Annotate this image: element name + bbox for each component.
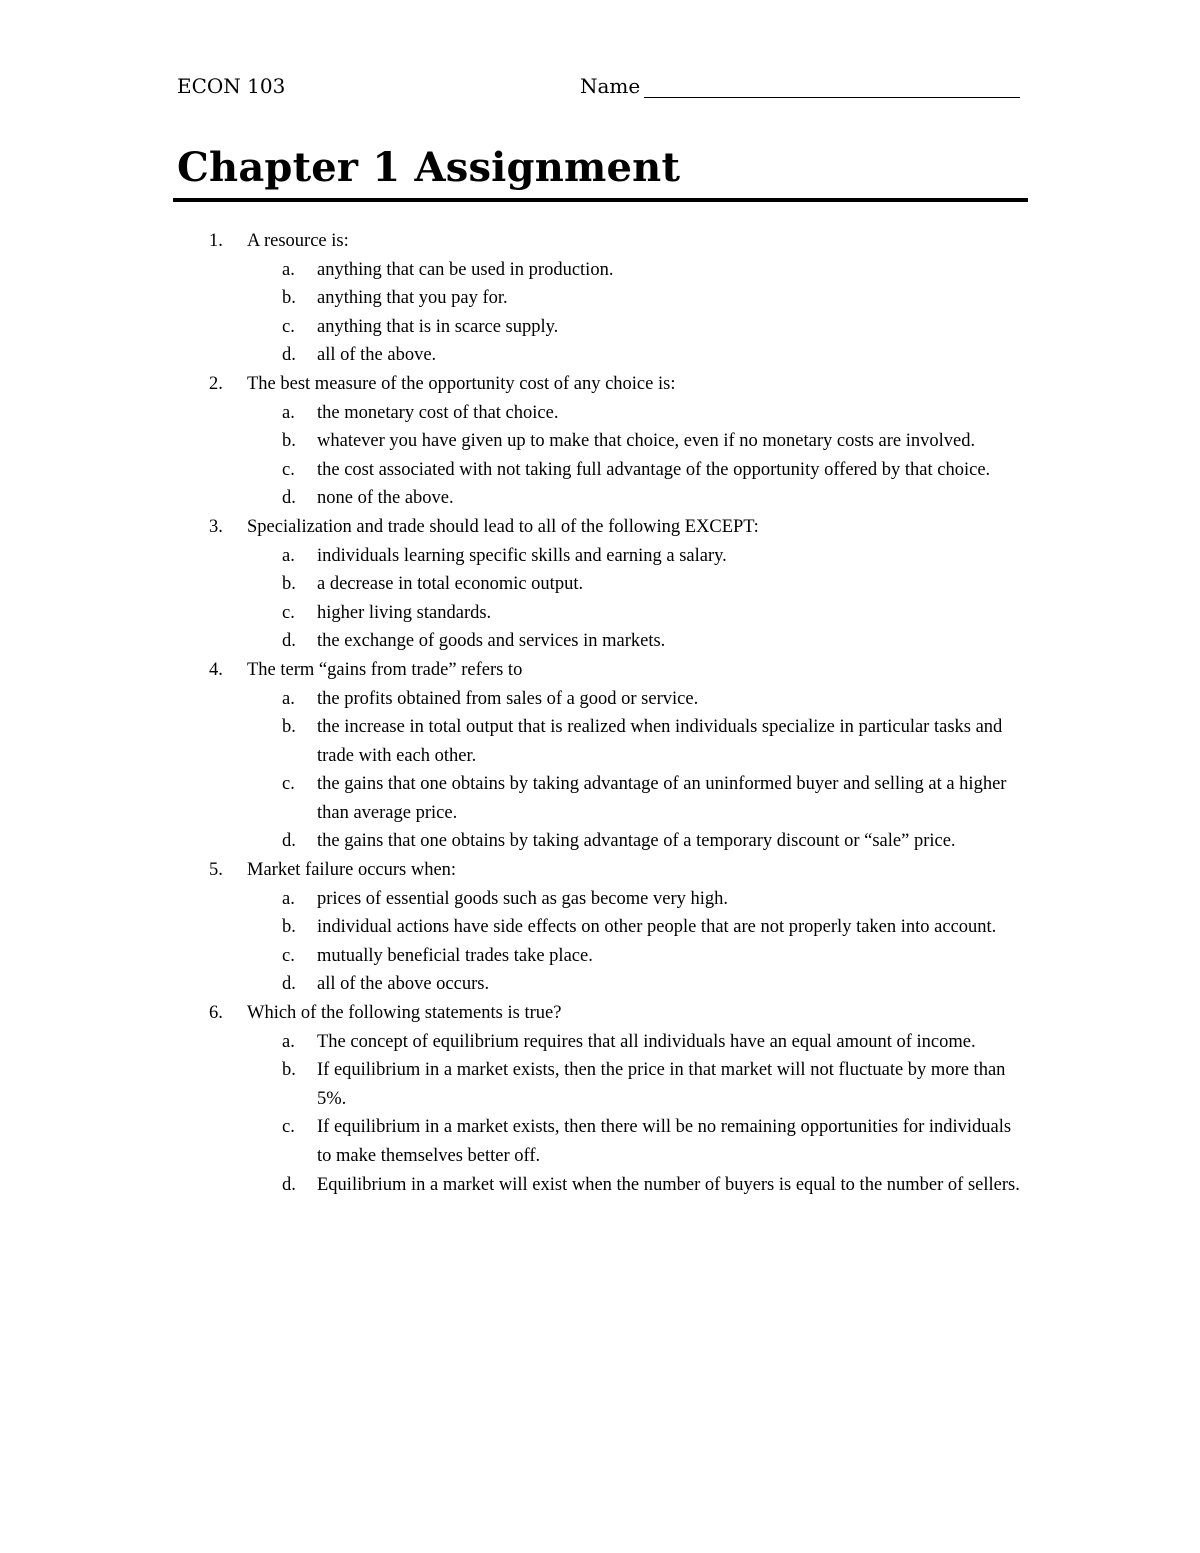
- option: [177, 1056, 1022, 1113]
- course-code: ECON 103: [177, 74, 286, 98]
- option: [177, 913, 1022, 942]
- option: [177, 542, 1022, 571]
- question-number: 2.: [209, 373, 223, 394]
- option-text: the exchange of goods and services in markets.: [317, 631, 666, 652]
- option: [177, 399, 1022, 428]
- name-field: [580, 74, 1020, 98]
- option-text: all of the above occurs.: [317, 974, 490, 995]
- option: [177, 284, 1022, 313]
- option: [177, 341, 1022, 370]
- option-text: all of the above.: [317, 345, 437, 366]
- option-text: If equilibrium in a market exists, then the price in that market will not fluctuate by more than 5%.: [317, 1060, 1006, 1109]
- question-text: A resource is:: [247, 231, 349, 251]
- option-letter: c.: [282, 459, 295, 480]
- option-text: none of the above.: [317, 488, 454, 509]
- option-text: individual actions have side effects on other people that are not properly taken into account.: [317, 917, 997, 938]
- option-text: the increase in total output that is realized when individuals specialize in particular tasks and trade with each other.: [317, 717, 1003, 766]
- option-text: whatever you have given up to make that choice, even if no monetary costs are involved.: [317, 431, 976, 452]
- question-number: 3.: [209, 516, 223, 537]
- option-text: higher living standards.: [317, 602, 492, 623]
- option-text: individuals learning specific skills and earning a salary.: [317, 545, 727, 566]
- option-letter: a.: [282, 545, 295, 566]
- option-text: the gains that one obtains by taking advantage of an uninformed buyer and selling at a higher than average price.: [317, 774, 1007, 823]
- name-label: Name: [580, 74, 641, 98]
- option: [177, 456, 1022, 485]
- option: [177, 1171, 1022, 1200]
- option-letter: c.: [282, 316, 295, 337]
- option-text: anything that you pay for.: [317, 288, 508, 309]
- option: [177, 1113, 1022, 1170]
- option-letter: d.: [282, 488, 296, 509]
- option-text: the gains that one obtains by taking advantage of a temporary discount or “sale” price.: [317, 831, 956, 852]
- option-letter: d.: [282, 831, 296, 852]
- option-text: anything that can be used in production.: [317, 259, 614, 280]
- option: [177, 256, 1022, 285]
- question: [177, 856, 1077, 999]
- option-letter: a.: [282, 259, 295, 280]
- question-number: 5.: [209, 860, 223, 881]
- option-text: If equilibrium in a market exists, then there will be no remaining opportunities for individuals to make themselves better off.: [317, 1117, 1012, 1166]
- option: [177, 570, 1022, 599]
- option: [177, 1028, 1022, 1057]
- option-text: the profits obtained from sales of a good or service.: [317, 688, 699, 709]
- option-list: [247, 542, 1077, 656]
- option-text: a decrease in total economic output.: [317, 574, 584, 595]
- option-letter: b.: [282, 1060, 296, 1081]
- option: [177, 484, 1022, 513]
- option: [177, 627, 1022, 656]
- question: [177, 513, 1077, 656]
- option-letter: d.: [282, 1174, 296, 1195]
- title-underline: [173, 198, 1028, 202]
- option-text: prices of essential goods such as gas become very high.: [317, 888, 729, 909]
- option-letter: b.: [282, 717, 296, 738]
- option-list: [247, 685, 1077, 857]
- option-text: anything that is in scarce supply.: [317, 316, 559, 337]
- option: [177, 970, 1022, 999]
- page-header: [177, 70, 1027, 104]
- option-letter: d.: [282, 345, 296, 366]
- name-blank-line: [644, 77, 1020, 98]
- option-text: The concept of equilibrium requires that all individuals have an equal amount of income.: [317, 1031, 976, 1052]
- option: [177, 827, 1077, 856]
- option: [177, 599, 1022, 628]
- question: [177, 370, 1077, 513]
- question: [177, 999, 1077, 1199]
- question-text: The term “gains from trade” refers to: [247, 659, 523, 680]
- question-text: Specialization and trade should lead to all of the following EXCEPT:: [247, 516, 759, 537]
- option-list: [247, 256, 1077, 370]
- option-list: [247, 885, 1077, 999]
- option: [177, 427, 1022, 456]
- option-letter: c.: [282, 774, 295, 795]
- option-letter: a.: [282, 888, 295, 909]
- option-list: [247, 399, 1077, 513]
- option-text: the cost associated with not taking full advantage of the opportunity offered by that choice.: [317, 459, 991, 480]
- option-letter: b.: [282, 431, 296, 452]
- option-letter: b.: [282, 574, 296, 595]
- option-list: [247, 1028, 1077, 1200]
- question-list: [177, 227, 1077, 1199]
- question-text: The best measure of the opportunity cost of any choice is:: [247, 373, 676, 394]
- option-text: the monetary cost of that choice.: [317, 402, 559, 423]
- option-letter: b.: [282, 288, 296, 309]
- option: [177, 885, 1022, 914]
- option-letter: c.: [282, 602, 295, 623]
- option-letter: c.: [282, 1117, 295, 1138]
- option: [177, 313, 1022, 342]
- option: [177, 770, 1022, 827]
- option-letter: a.: [282, 1031, 295, 1052]
- option: [177, 713, 1022, 770]
- question-number: 6.: [209, 1003, 223, 1024]
- option-letter: b.: [282, 917, 296, 938]
- option-letter: d.: [282, 631, 296, 652]
- question-text: Which of the following statements is true?: [247, 1003, 562, 1024]
- question: [177, 227, 1077, 370]
- question-number: 4.: [209, 659, 223, 680]
- option-letter: a.: [282, 688, 295, 709]
- question-number: 1.: [209, 231, 223, 251]
- option-letter: c.: [282, 945, 295, 966]
- option-text: Equilibrium in a market will exist when the number of buyers is equal to the number of sellers.: [317, 1174, 1020, 1195]
- question: [177, 656, 1077, 856]
- option-text: mutually beneficial trades take place.: [317, 945, 593, 966]
- question-text: Market failure occurs when:: [247, 860, 457, 881]
- option: [177, 685, 1022, 714]
- option-letter: d.: [282, 974, 296, 995]
- option-letter: a.: [282, 402, 295, 423]
- page-title: Chapter 1 Assignment: [177, 144, 681, 191]
- option: [177, 942, 1022, 971]
